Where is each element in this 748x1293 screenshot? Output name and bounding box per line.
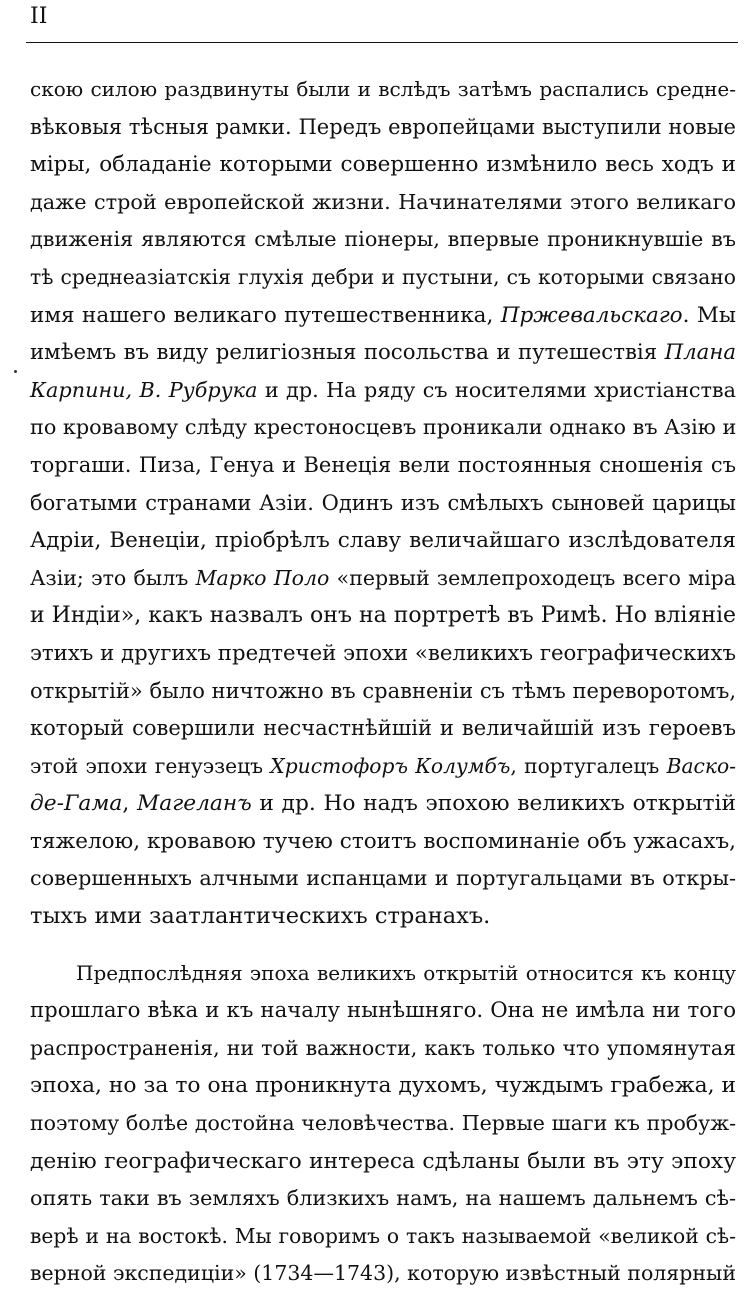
text-line	[30, 992, 736, 1030]
text-line	[30, 673, 736, 711]
text-line	[30, 221, 736, 259]
text-run: распространенія, ни той важности, какъ только что упомянутая	[30, 1035, 736, 1060]
text-run: эпоха, но за то она проникнута духомъ, чуждымъ грабежа, и	[30, 1073, 736, 1099]
header-rule	[26, 42, 738, 43]
italic-name: Карпини, В. Рубрука	[30, 377, 258, 402]
text-line	[30, 785, 736, 823]
text-line	[30, 409, 736, 447]
text-run: вѣковыя тѣсныя рамки. Передъ европейцами выступили новые	[30, 114, 736, 139]
text-line	[30, 334, 736, 372]
text-line	[30, 71, 736, 109]
text-line	[30, 635, 736, 673]
text-run: этихъ и другихъ предтечей эпохи «великихъ географическихъ	[30, 640, 736, 666]
text-line	[30, 597, 736, 635]
text-run: верной экспедиціи» (1734—1743), которую извѣстный полярный	[30, 1261, 737, 1286]
text-run: торгаши. Пиза, Генуа и Венеція вели постоянныя сношенія съ	[30, 452, 736, 477]
text-run: Адріи, Венеціи, пріобрѣлъ славу величайшаго изслѣдователя	[30, 528, 736, 554]
text-line	[30, 485, 736, 523]
text-run: имѣемъ въ виду религіозныя посольства и путешествія	[30, 340, 665, 366]
text-line	[30, 522, 736, 560]
text-line	[30, 1255, 736, 1293]
text-run: по кровавому слѣду крестоносцевъ проникали однако въ Азію и	[30, 415, 737, 440]
text-line	[30, 898, 736, 936]
text-line	[30, 748, 736, 786]
text-run: даже строй европейской жизни. Начинателями этого великаго	[30, 189, 736, 214]
text-run: скою силою раздвинуты были и вслѣдъ затѣмъ распались средне-	[30, 77, 736, 101]
text-run: прошлаго вѣка и къ началу нынѣшняго. Она не имѣла ни того	[30, 998, 736, 1024]
text-run: этой эпохи генуэзецъ	[30, 753, 271, 778]
text-run: и др. На ряду съ носителями христіанства	[257, 377, 736, 402]
text-line	[30, 1180, 736, 1218]
text-run: Предпослѣдняя эпоха великихъ открытій относится къ концу	[76, 960, 736, 985]
text-run: . Мы	[682, 302, 736, 328]
margin-mark	[14, 370, 17, 373]
text-run: «первый землепроходецъ всего міра	[329, 565, 736, 590]
text-line	[30, 109, 736, 147]
text-line	[30, 447, 736, 485]
text-line	[30, 1067, 736, 1105]
text-run: тыхъ ими заатлантическихъ странахъ.	[30, 903, 491, 930]
italic-name: де-Гама	[30, 791, 123, 817]
text-line	[30, 955, 736, 993]
text-line	[30, 860, 736, 898]
italic-name: Пржевальскаго	[500, 302, 683, 328]
paragraph-gap	[30, 936, 736, 955]
text-run: и Индіи», какъ назвалъ онъ на портретѣ въ Римѣ. Но вліяніе	[30, 603, 737, 629]
body-text	[30, 71, 736, 1293]
paragraph	[30, 955, 736, 1293]
text-run: тяжелою, кровавою тучею стоитъ воспоминаніе объ ужасахъ,	[30, 828, 736, 854]
text-line	[30, 823, 736, 861]
text-line	[30, 1030, 736, 1068]
italic-name: Васко-	[666, 753, 737, 778]
text-run: богатыми странами Азіи. Одинъ изъ смѣлыхъ сыновей царицы	[30, 490, 736, 515]
text-run: который совершили несчастнѣйшій и величайшій изъ героевъ	[30, 716, 736, 741]
text-run: совершенныхъ алчными испанцами и португальцами въ откры-	[30, 866, 736, 891]
page-number: II	[30, 4, 48, 29]
text-run: міры, обладаніе которыми совершенно измѣнило весь ходъ и	[30, 152, 736, 178]
italic-name: Марко Поло	[195, 565, 330, 590]
text-run: движенія являются смѣлые піонеры, впервые проникнувшіе въ	[30, 227, 736, 252]
text-run: опять таки въ земляхъ близкихъ намъ, на нашемъ дальнемъ сѣ-	[30, 1186, 736, 1211]
text-line	[30, 297, 736, 335]
text-line	[30, 146, 736, 184]
text-run: ,	[122, 791, 137, 817]
text-run: тѣ среднеазіатскія глухія дебри и пустыни, съ которыми связано	[30, 264, 736, 289]
text-run: открытій» было ничтожно въ сравненіи съ тѣмъ переворотомъ,	[30, 678, 736, 703]
text-run: и др. Но надъ эпохою великихъ открытій	[251, 791, 737, 817]
text-run: , португалецъ	[510, 753, 667, 778]
text-line	[30, 1143, 736, 1181]
text-run: имя нашего великаго путешественника,	[30, 302, 501, 328]
text-line	[30, 560, 736, 598]
text-line	[30, 184, 736, 222]
text-line	[30, 372, 736, 410]
text-run: Азіи; это былъ	[30, 565, 196, 590]
text-run: верѣ и на востокѣ. Мы говоримъ о такъ называемой «великой сѣ-	[30, 1223, 736, 1248]
text-line	[30, 1218, 736, 1256]
italic-name: Христофоръ Колумбъ	[270, 753, 511, 778]
text-line	[30, 259, 736, 297]
italic-name: Плана	[664, 340, 736, 366]
italic-name: Магеланъ	[136, 791, 252, 817]
text-line	[30, 1105, 736, 1143]
paragraph	[30, 71, 736, 936]
text-run: денію географическаго интереса сдѣланы были въ эту эпоху	[30, 1148, 736, 1174]
text-line	[30, 710, 736, 748]
text-run: поэтому болѣе достойна человѣчества. Первые шаги къ пробуж-	[30, 1111, 736, 1136]
